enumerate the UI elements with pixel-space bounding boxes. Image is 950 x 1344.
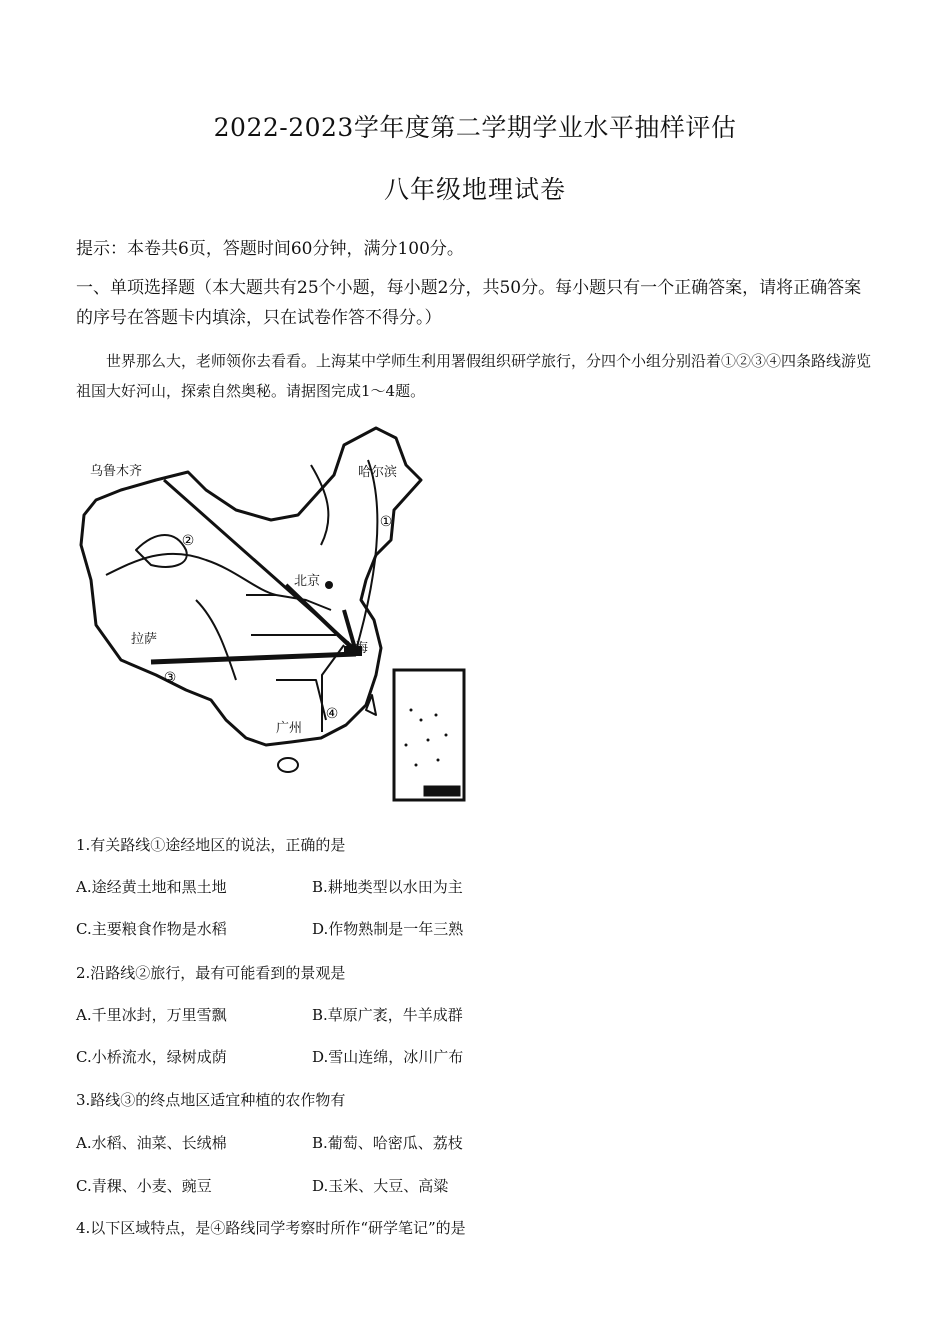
question-1-option-a[interactable]: A.途经黄土地和黑土地 (76, 878, 227, 896)
exam-subtitle: 八年级地理试卷 (383, 175, 566, 204)
question-3-option-d[interactable]: D.玉米、大豆、高粱 (312, 1177, 449, 1195)
question-intro: 世界那么大，老师领你去看看。上海某中学师生利用署假组织研学旅行，分四个小组分别沿着①②③④四条路线游览祖国大好河山，探索自然奥秘。请据图完成1～4题。 (76, 352, 872, 400)
exam-title: 2022-2023学年度第二学期学业水平抽样评估 (213, 113, 737, 142)
question-3-stem: 3.路线③的终点地区适宜种植的农作物有 (76, 1091, 346, 1109)
question-2-option-b[interactable]: B.草原广袤，牛羊成群 (312, 1006, 463, 1024)
question-2-option-c[interactable]: C.小桥流水，绿树成荫 (76, 1048, 227, 1066)
city-lhasa: 拉萨 (131, 632, 158, 647)
city-shanghai: 上海 (342, 641, 369, 656)
question-3-option-c[interactable]: C.青稞、小麦、豌豆 (76, 1177, 212, 1195)
city-beijing: 北京 (294, 574, 321, 589)
question-2-option-d[interactable]: D.雪山连绵，冰川广布 (312, 1048, 464, 1066)
city-guangzhou: 广州 (276, 721, 303, 736)
section-heading: 一、单项选择题（本大题共有25个小题，每小题2分，共50分。每小题只有一个正确答案，请将正确答案的序号在答题卡内填涂，只在试卷作答不得分。） (76, 278, 862, 328)
china-route-map (76, 420, 476, 810)
question-3-option-a[interactable]: A.水稻、油菜、长绒棉 (76, 1134, 227, 1152)
question-1-stem: 1.有关路线①途经地区的说法，正确的是 (76, 836, 346, 854)
question-2-option-a[interactable]: A.千里冰封，万里雪飘 (76, 1006, 227, 1024)
city-urumqi: 乌鲁木齐 (90, 464, 143, 479)
question-2-stem: 2.沿路线②旅行，最有可能看到的景观是 (76, 964, 346, 982)
route-2-label: ② (181, 533, 195, 549)
exam-hint: 提示：本卷共6页，答题时间60分钟，满分100分。 (76, 239, 464, 259)
question-1-option-c[interactable]: C.主要粮食作物是水稻 (76, 920, 227, 938)
city-harbin: 哈尔滨 (358, 465, 398, 480)
question-1-option-d[interactable]: D.作物熟制是一年三熟 (312, 920, 464, 938)
question-3-option-b[interactable]: B.葡萄、哈密瓜、荔枝 (312, 1134, 463, 1152)
route-3-label: ③ (163, 670, 177, 686)
question-1-option-b[interactable]: B.耕地类型以水田为主 (312, 878, 463, 896)
question-4-stem: 4.以下区域特点，是④路线同学考察时所作“研学笔记”的是 (76, 1219, 466, 1237)
route-1-label: ① (379, 514, 393, 530)
route-4-label: ④ (325, 706, 339, 722)
